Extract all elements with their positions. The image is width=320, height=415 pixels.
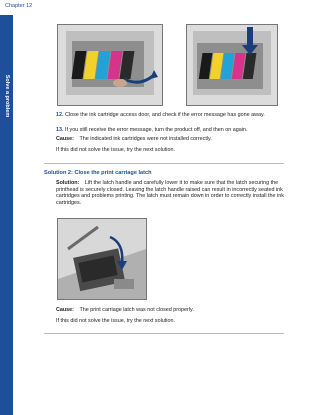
step-13: 13. If you still receive the error message, turn the product off, and then on again. [56,127,248,133]
side-tab [0,15,13,415]
cartridge-illustration-right [187,25,277,105]
solution-2-body: Solution: Lift the latch handle and carefully lower it to make sure that the latch securing the printhead is securely closed. Leaving the latch handle raised can result in incorrectly seated ink cartridges and problems printing. The latch must remain down in order to correctly install the ink cartridges. [56,180,284,206]
divider-1 [44,163,284,164]
down-arrow-icon [247,27,253,45]
not-solved-1: If this did not solve the issue, try the next solution. [56,147,175,153]
carriage-latch-illustration [58,219,146,299]
not-solved-2: If this did not solve the issue, try the next solution. [56,318,175,324]
cause-1: Cause: The indicated ink cartridges were not installed correctly. [56,136,212,142]
cause-2: Cause: The print carriage latch was not closed properly. [56,307,194,313]
side-tab-label: Solve a problem [3,74,10,118]
chapter-label: Chapter 12 [5,3,33,9]
cartridge-photo-left [57,24,163,106]
cartridge-illustration-left [58,25,162,105]
step-12: 12. Close the ink cartridge access door, and check if the error message has gone away. [56,112,265,118]
carriage-latch-photo [57,218,147,300]
cartridge-photo-right [186,24,278,106]
divider-2 [44,333,284,334]
solution-2-title: Solution 2: Close the print carriage latch [44,170,152,176]
